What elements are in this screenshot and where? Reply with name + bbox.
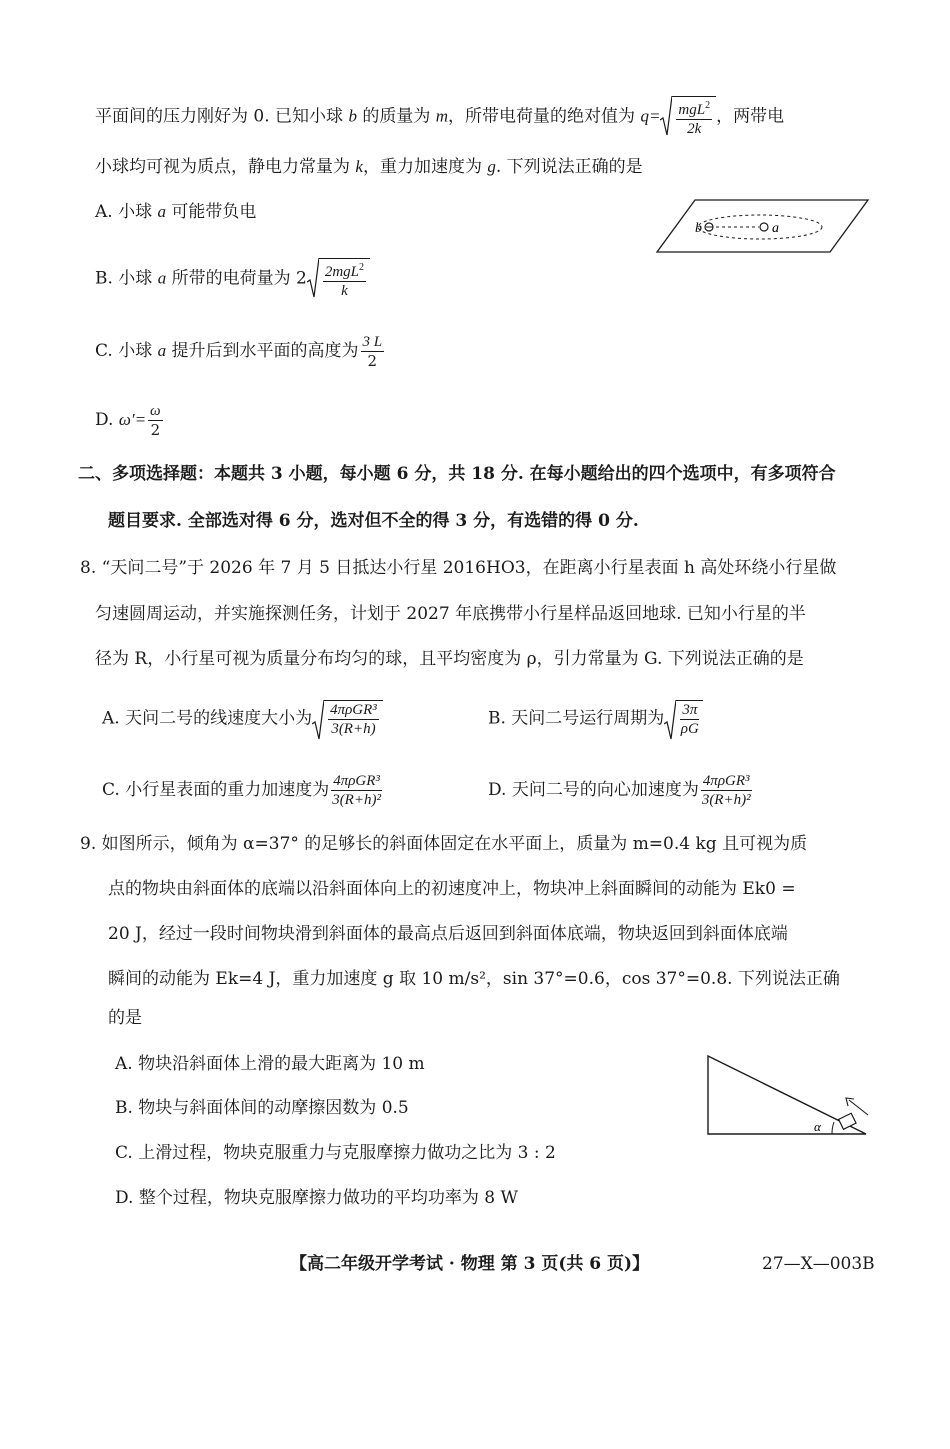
footer-page-info: 【高二年级开学考试 · 物理 第 3 页(共 6 页)】	[290, 1254, 650, 1274]
section2-header-line2: 题目要求. 全部选对得 6 分，选对但不全的得 3 分，有选错的得 0 分.	[108, 511, 639, 531]
option-label: A. 小球	[95, 202, 158, 222]
fraction-numerator: 4πρGR³	[702, 773, 750, 789]
q7-option-c	[95, 333, 386, 370]
omega-fraction	[148, 402, 163, 439]
text-fragment: . 下列说法正确的是	[495, 157, 643, 177]
option-text: 所带的电荷量为 2	[166, 268, 307, 289]
q8-stem-line3: 径为 R，小行星可视为质量分布均匀的球，且平均密度为 ρ，引力常量为 G. 下列说法正确的是	[95, 649, 804, 669]
height-fraction	[361, 333, 385, 370]
option-text: C. 小行星表面的重力加速度为	[102, 780, 330, 800]
period-sqrt	[664, 700, 703, 738]
text-fragment: ，所带电荷量的绝对值为	[448, 106, 641, 127]
q8-option-a	[102, 700, 383, 738]
fraction-denominator: 2	[367, 352, 378, 370]
question7-stem-line2	[95, 155, 643, 179]
text-fragment: ，两带电	[716, 106, 785, 127]
velocity-sqrt	[312, 700, 383, 738]
plane-outline	[657, 200, 868, 252]
question7-stem-line1	[95, 96, 784, 138]
q9-option-b: B. 物块与斜面体间的动摩擦因数为 0.5	[115, 1098, 409, 1118]
var-a: a	[157, 341, 167, 360]
label-b: b	[695, 221, 702, 236]
fraction-denominator: 3(R+h)²	[701, 792, 751, 808]
option-text: 提升后到水平面的高度为	[166, 341, 359, 361]
charge-sqrt: $\frac{mgL^2}{2k}$	[660, 96, 716, 138]
q9-stem-line3: 20 J，经过一段时间物块滑到斜面体的最高点后返回到斜面体底端，物块返回到斜面体底端	[108, 924, 788, 944]
angle-alpha-label: α	[814, 1119, 821, 1134]
option-label: D.	[95, 410, 119, 430]
charge-denominator: 2k	[687, 121, 702, 137]
q8-option-c	[102, 772, 384, 809]
q9-option-c: C. 上滑过程，物块克服重力与克服摩擦力做功之比为 3 : 2	[115, 1143, 556, 1163]
q8-stem-line1: 8. “天问二号”于 2026 年 7 月 5 日抵达小行星 2016HO3，在距离小行星表面 h 高处环绕小行星做	[80, 558, 837, 578]
text-fragment: 平面间的压力刚好为 0. 已知小球	[95, 106, 349, 127]
text-fragment: 的质量为	[356, 106, 436, 127]
angle-arc	[832, 1122, 834, 1134]
fraction-denominator: 3(R+h)²	[332, 792, 381, 808]
fraction-numerator: 3π	[682, 702, 698, 718]
option-label: C. 小球	[95, 341, 158, 361]
q7-option-d	[95, 402, 165, 439]
fraction-numerator: 4πρGR³	[333, 773, 380, 789]
incline-figure	[700, 1050, 875, 1140]
fraction-denominator: k	[341, 283, 348, 299]
option-text: D. 天问二号的向心加速度为	[488, 780, 699, 800]
footer-code: 27—X—003B	[762, 1254, 875, 1274]
charge-numerator: mgL	[678, 102, 706, 118]
q8-option-d	[488, 772, 754, 809]
var-g: g	[487, 157, 496, 176]
var-m: m	[435, 106, 449, 126]
section2-header-line1: 二、多项选择题：本题共 3 小题，每小题 6 分，共 18 分. 在每小题给出的四个选项中，有多项符合	[78, 464, 836, 484]
plane-orbit-figure	[655, 196, 870, 256]
var-k: k	[355, 157, 363, 176]
fraction-denominator: 2	[150, 421, 161, 439]
text-fragment: 小球均可视为质点，静电力常量为	[95, 157, 356, 177]
fraction-numerator: 2mgL	[324, 264, 360, 280]
q9-stem-line2: 点的物块由斜面体的底端以沿斜面体向上的初速度冲上，物块冲上斜面瞬间的动能为 Ek0 =	[108, 879, 796, 899]
option-text: 可能带负电	[166, 202, 257, 222]
velocity-arrow	[849, 1100, 868, 1115]
q9-option-a: A. 物块沿斜面体上滑的最大距离为 10 m	[115, 1054, 425, 1074]
option-text: B. 天问二号运行周期为	[488, 708, 665, 729]
q8-option-b	[488, 700, 703, 738]
fraction-denominator: ρG	[680, 721, 699, 737]
omega-prime: ω′=	[118, 410, 147, 429]
label-a: a	[772, 221, 779, 236]
var-a: a	[157, 202, 166, 221]
q7-option-a	[95, 200, 256, 224]
q9-option-d: D. 整个过程，物块克服摩擦力做功的平均功率为 8 W	[115, 1188, 518, 1208]
q9-stem-line5: 的是	[108, 1008, 142, 1028]
gravity-fraction	[331, 772, 382, 809]
q8-stem-line2: 匀速圆周运动，并实施探测任务，计划于 2027 年底携带小行星样品返回地球. 已知小行星的半	[95, 604, 806, 624]
var-b: b	[348, 106, 357, 126]
q7-option-b	[95, 258, 370, 300]
option-label: B. 小球	[95, 268, 158, 289]
fraction-numerator: 4πρGR³	[330, 702, 377, 718]
q9-stem-line1: 9. 如图所示，倾角为 α=37° 的足够长的斜面体固定在水平面上，质量为 m=0.4 kg 且可视为质	[80, 834, 808, 854]
fraction-denominator: 3(R+h)	[331, 721, 376, 737]
q9-stem-line4: 瞬间的动能为 Ek=4 J，重力加速度 g 取 10 m/s²，sin 37°=0.6，cos 37°=0.8. 下列说法正确	[108, 969, 840, 989]
var-q: q=	[640, 106, 661, 126]
text-fragment: ，重力加速度为	[362, 157, 488, 177]
acceleration-fraction	[701, 772, 752, 809]
fraction-numerator: ω	[150, 403, 161, 419]
var-a: a	[157, 268, 167, 288]
block	[839, 1113, 856, 1129]
option-text: A. 天问二号的线速度大小为	[102, 708, 313, 729]
charge-sqrt: $\frac{2mgL^2}{k}$	[307, 258, 370, 300]
fraction-numerator: 3 L	[362, 334, 383, 350]
ball-a	[760, 223, 768, 231]
